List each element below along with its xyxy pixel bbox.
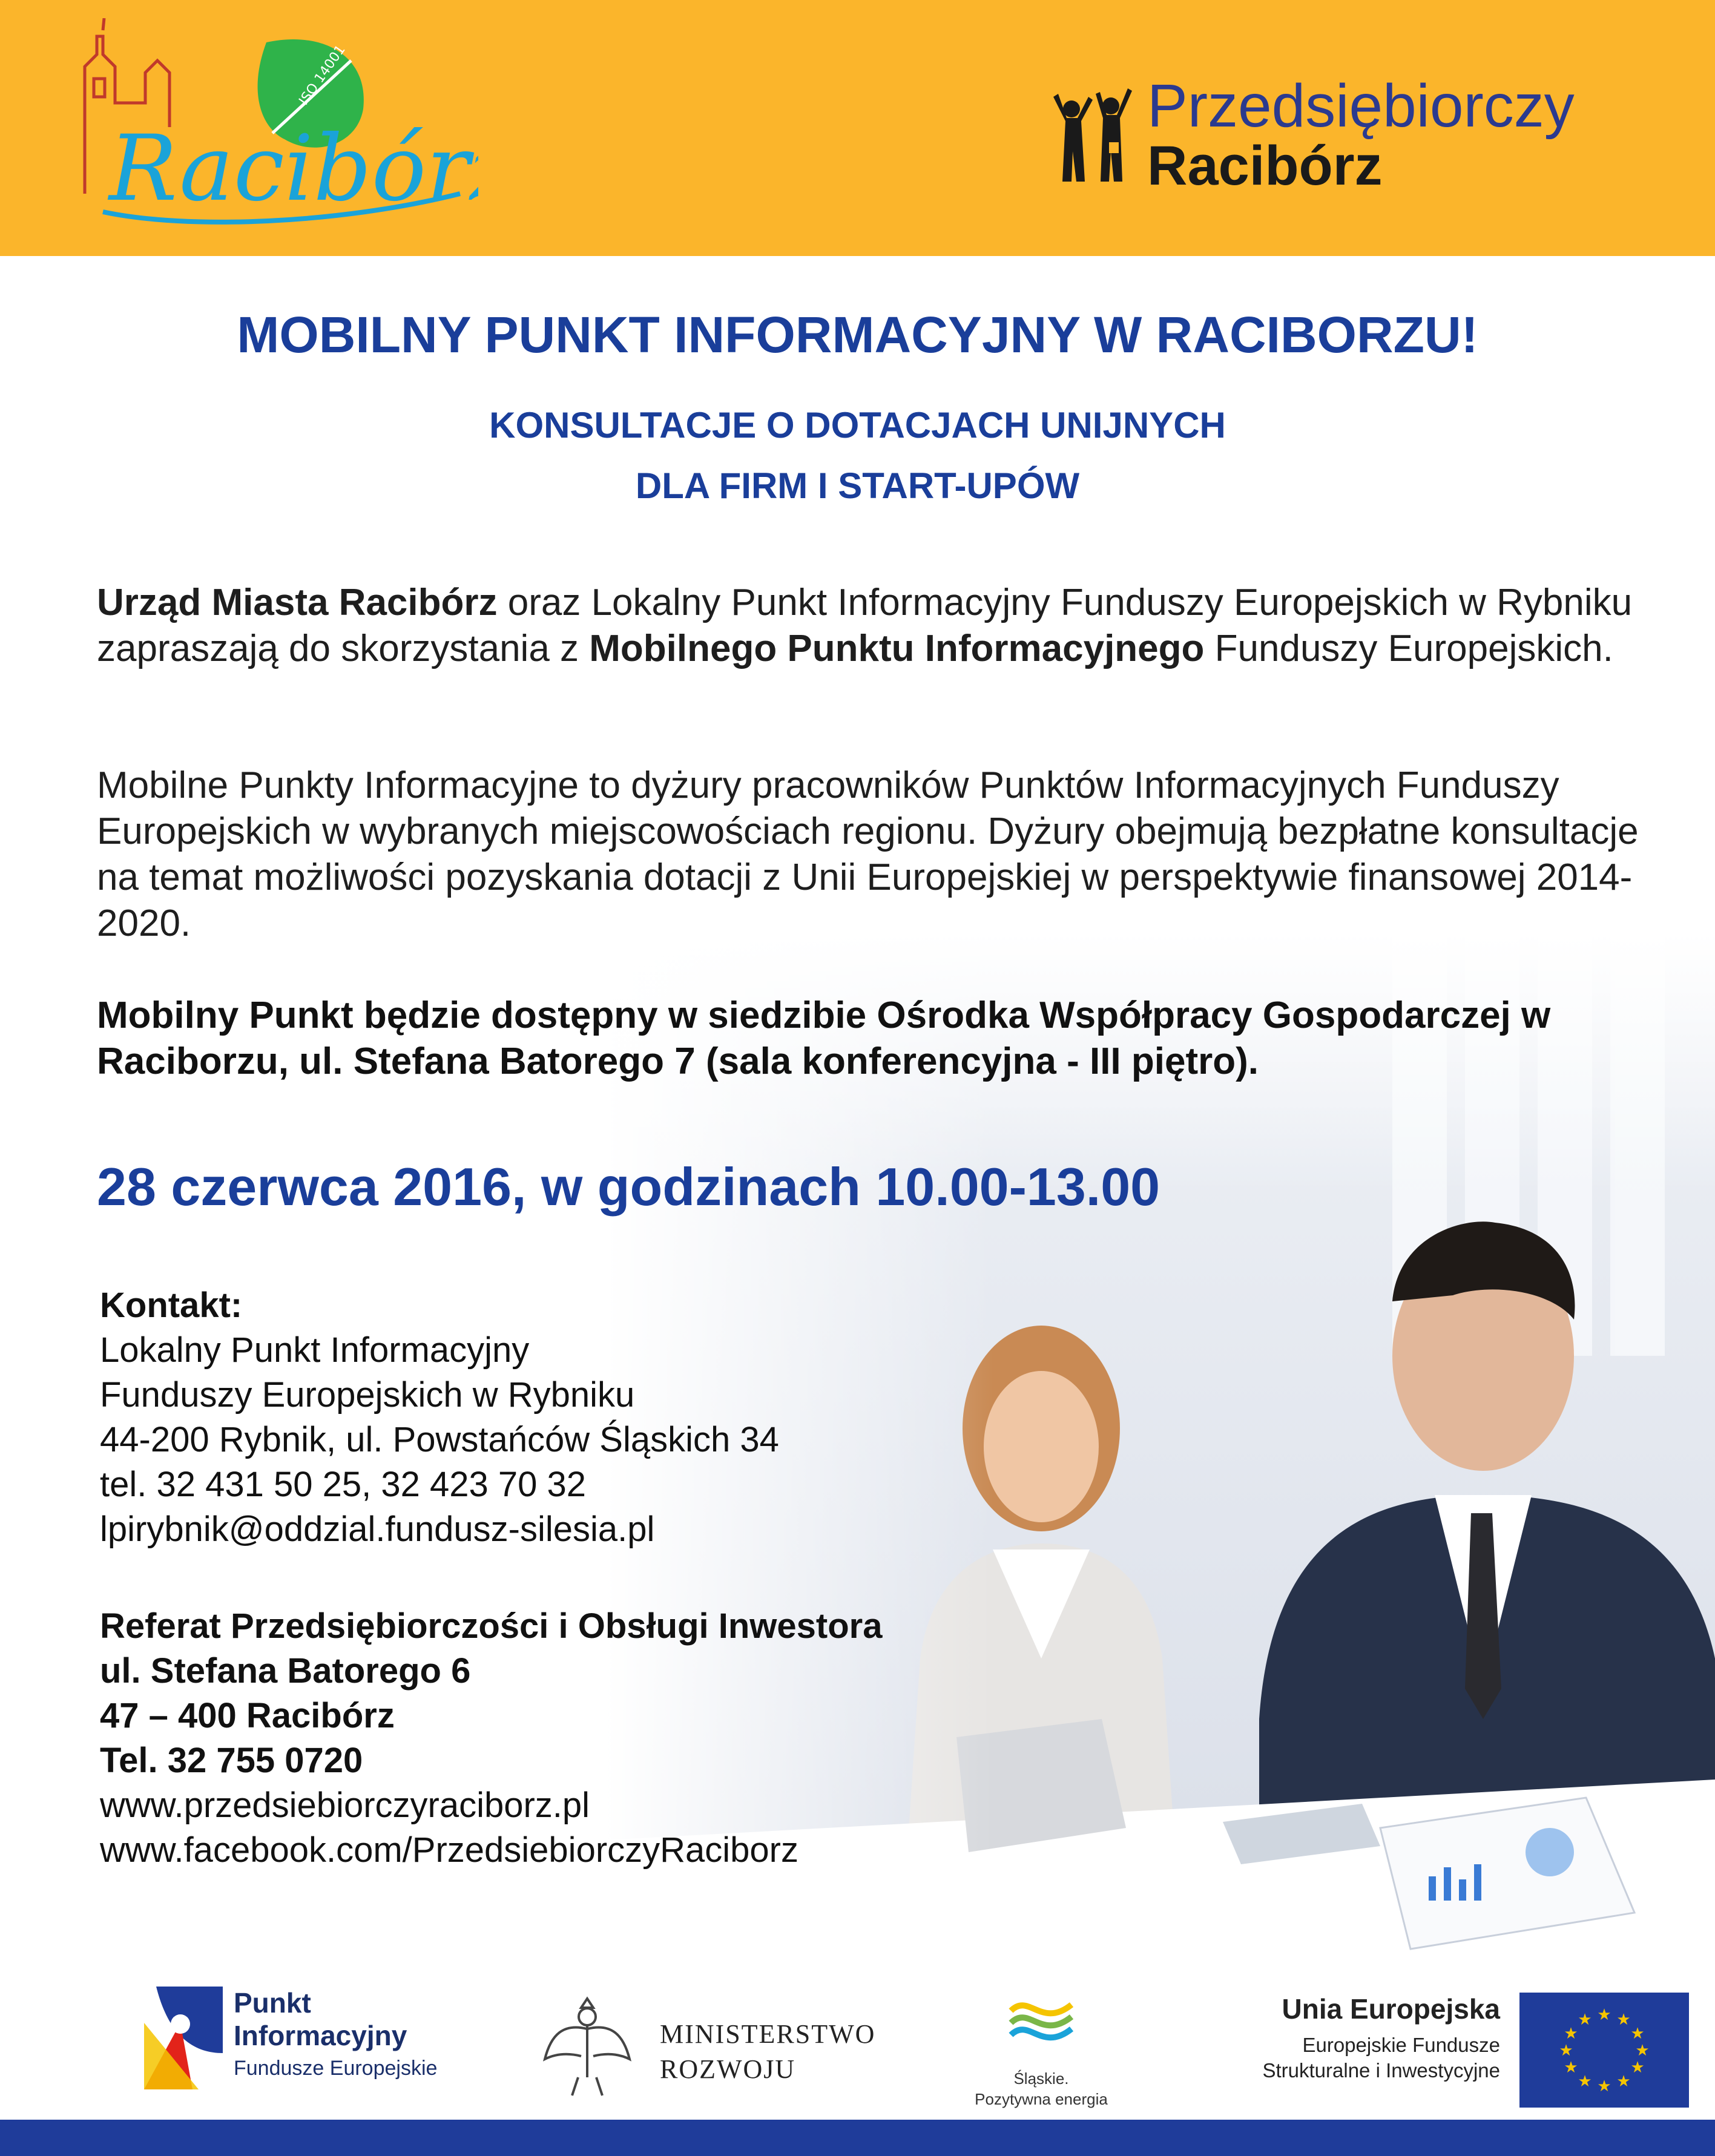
contact2-facebook-link[interactable]: www.facebook.com/PrzedsiebiorczyRaciborz bbox=[100, 1830, 798, 1870]
subtitle-line1: KONSULTACJE O DOTACJACH UNIJNYCH bbox=[489, 405, 1226, 445]
unia-europejska-logo bbox=[1217, 1993, 1689, 2108]
header-banner bbox=[0, 0, 1715, 256]
raciborz-city-logo bbox=[67, 18, 478, 236]
svg-text:★: ★ bbox=[1616, 2072, 1631, 2091]
brand-line2: Racibórz bbox=[1147, 135, 1383, 197]
contact1-address: 44-200 Rybnik, ul. Powstańców Śląskich 34 bbox=[100, 1420, 779, 1459]
svg-text:★: ★ bbox=[1564, 2025, 1578, 2043]
event-date: 28 czerwca 2016, w godzinach 10.00-13.00 bbox=[97, 1157, 1160, 1217]
eu-flag-icon bbox=[1519, 1993, 1689, 2108]
ministry-line1: MINISTERSTWO bbox=[660, 2019, 876, 2049]
contact2-phone: Tel. 32 755 0720 bbox=[100, 1741, 363, 1780]
svg-text:★: ★ bbox=[1597, 2077, 1611, 2095]
ue-line2: Europejskie Fundusze bbox=[1302, 2034, 1500, 2056]
contact-block-rybnik bbox=[100, 1283, 779, 1552]
punkt-informacyjny-logo bbox=[144, 1980, 483, 2102]
ministerstwo-rozwoju-logo bbox=[539, 1980, 878, 2108]
punkt-line1: Punkt bbox=[234, 1987, 311, 2019]
ue-line3: Strukturalne i Inwestycyjne bbox=[1262, 2059, 1500, 2082]
svg-text:★: ★ bbox=[1578, 2011, 1592, 2029]
contact2-website-link[interactable]: www.przedsiebiorczyraciborz.pl bbox=[100, 1786, 590, 1825]
ministry-line2: ROZWOJU bbox=[660, 2054, 796, 2084]
contact-block-raciborz bbox=[100, 1604, 882, 1873]
svg-text:★: ★ bbox=[1630, 2025, 1645, 2043]
punkt-line3: Fundusze Europejskie bbox=[234, 2057, 438, 2080]
footer-bar bbox=[0, 2120, 1715, 2156]
subtitle-line2: DLA FIRM I START-UPÓW bbox=[635, 465, 1080, 506]
przedsiebiorczy-raciborz-logo bbox=[1035, 67, 1641, 200]
location-paragraph: Mobilny Punkt będzie dostępny w siedzibie Ośrodka Współpracy Gospodarczej w Raciborzu, ul. Stefana Batorego 7 (sala konferencyjna - III piętro). bbox=[97, 994, 1551, 1082]
contact1-line1: Lokalny Punkt Informacyjny bbox=[100, 1330, 530, 1370]
svg-text:★: ★ bbox=[1635, 2042, 1650, 2060]
contact2-city: 47 – 400 Racibórz bbox=[100, 1696, 395, 1735]
footer-logos bbox=[0, 1974, 1715, 2120]
svg-text:★: ★ bbox=[1564, 2059, 1578, 2077]
svg-text:★: ★ bbox=[1578, 2072, 1592, 2091]
page-title: MOBILNY PUNKT INFORMACYJNY W RACIBORZU! bbox=[237, 306, 1478, 363]
contact-heading: Kontakt: bbox=[100, 1286, 243, 1325]
eu-funds-icon bbox=[144, 1987, 223, 2089]
slaskie-waves-icon bbox=[1005, 1987, 1078, 2059]
svg-text:★: ★ bbox=[1630, 2059, 1645, 2077]
intro-text2: Funduszy Europejskich. bbox=[1204, 628, 1613, 669]
slaskie-line1: Śląskie. bbox=[1013, 2069, 1069, 2088]
intro-bold1: Urząd Miasta Racibórz bbox=[97, 582, 498, 623]
contact2-street: ul. Stefana Batorego 6 bbox=[100, 1651, 471, 1691]
contact1-email[interactable]: lpirybnik@oddzial.fundusz-silesia.pl bbox=[100, 1510, 655, 1549]
contact1-line2: Funduszy Europejskich w Rybniku bbox=[100, 1375, 635, 1415]
intro-text1: oraz Lokalny Punkt Informacyjny Funduszy Europejskich w Rybniku zapraszają do skorzystania z bbox=[97, 582, 1633, 669]
ue-line1: Unia Europejska bbox=[1282, 1993, 1500, 2025]
iso-text: ISO 14001 bbox=[296, 42, 349, 108]
intro-bold2: Mobilnego Punktu Informacyjnego bbox=[589, 628, 1205, 669]
slaskie-logo bbox=[963, 1987, 1120, 2114]
svg-text:★: ★ bbox=[1597, 2006, 1611, 2024]
intro-paragraph bbox=[97, 580, 1647, 672]
svg-text:★: ★ bbox=[1559, 2042, 1573, 2060]
polish-eagle-icon bbox=[539, 1987, 636, 2102]
brand-line1: Przedsiębiorczy bbox=[1147, 72, 1575, 140]
slaskie-line2: Pozytywna energia bbox=[975, 2090, 1108, 2108]
contact1-phone: tel. 32 431 50 25, 32 423 70 32 bbox=[100, 1465, 587, 1504]
svg-text:★: ★ bbox=[1616, 2011, 1631, 2029]
raciborz-script-text: Racibórz bbox=[109, 116, 478, 222]
two-people-icon bbox=[1041, 85, 1138, 188]
punkt-line2: Informacyjny bbox=[234, 2020, 407, 2051]
contact2-office: Referat Przedsiębiorczości i Obsługi Inwestora bbox=[100, 1606, 883, 1646]
description-paragraph: Mobilne Punkty Informacyjne to dyżury pracowników Punktów Informacyjnych Funduszy Europejskich w wybranych miejscowościach regionu. Dyżury obejmują bezpłatne konsultacje na temat możliwości pozyskania dotacji z Unii Europejskiej w perspektywie finansowej 2014-2020. bbox=[97, 764, 1639, 944]
